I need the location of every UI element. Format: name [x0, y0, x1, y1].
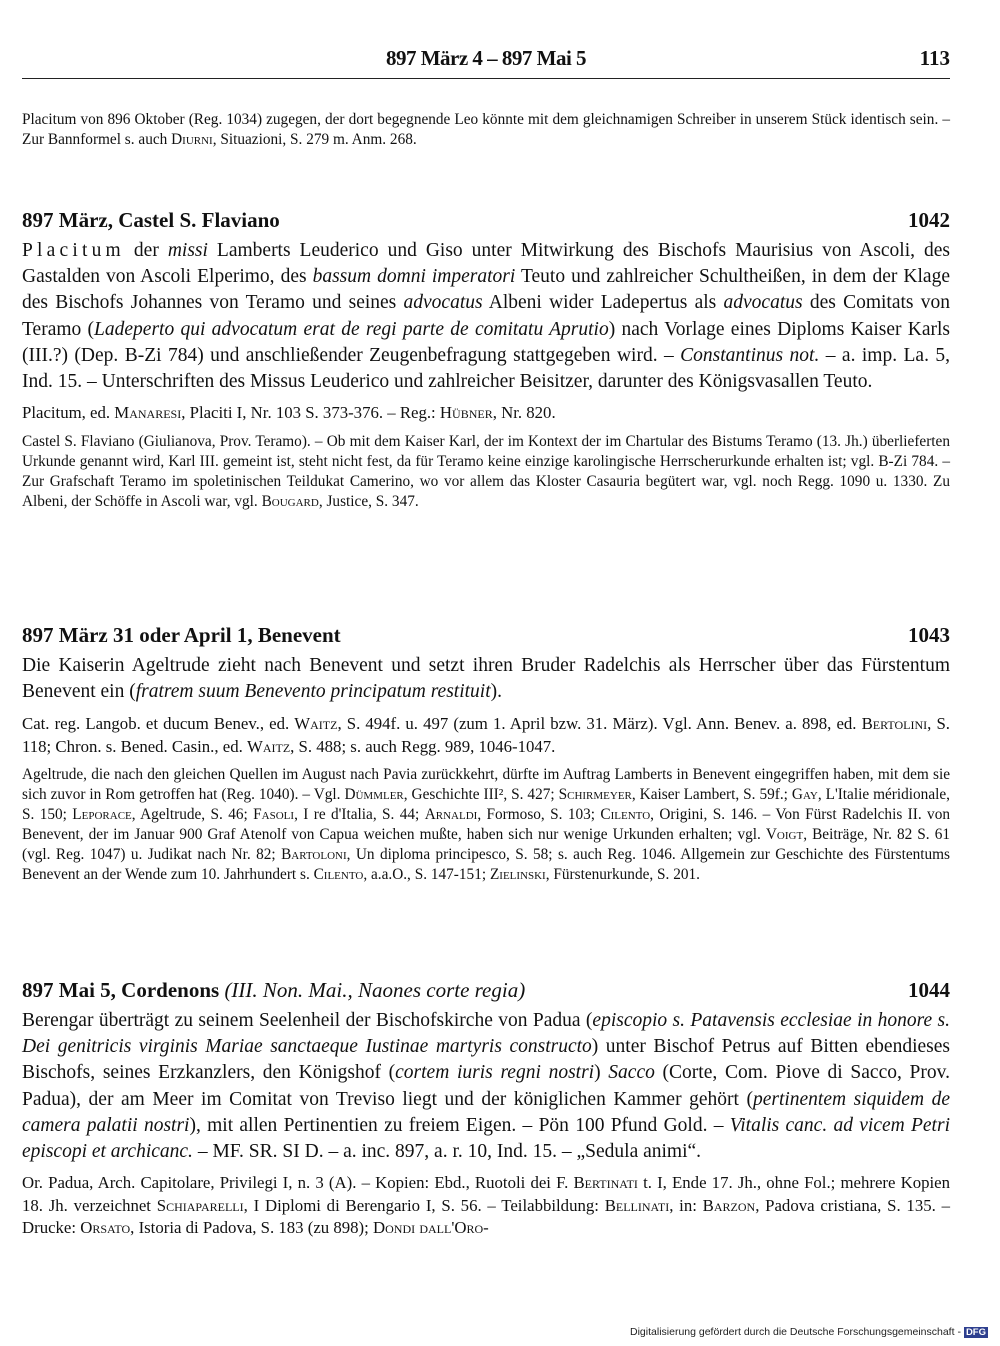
- continuation-note: [22, 110, 950, 150]
- dfg-logo: DFG: [965, 1327, 986, 1338]
- entry-number: 1043: [908, 623, 950, 647]
- header-rule: [22, 78, 950, 79]
- entry-heading: [22, 208, 950, 238]
- entry-regest: Berengar überträgt zu seinem Seelenheil der Bischofskirche von Padua (episcopio s. Patavensis ecclesiae in honore s. Dei genitricis virginis Mariae sanctaeque Iustinae martyris constructo) unter Bischof Petrus auf Bitten ebendieses Bischofs, seines Erzkanzlers, den Königshof (cortem iuris regni nostri) Sacco (Corte, Com. Piove di Sacco, Prov. Padua), der am Meer im Comitat von Treviso liegt und der königlichen Kammer gehört (pertinentem siquidem de camera palatii nostri), mit allen Pertinentien zu freiem Eigen. – Pön 100 Pfund Gold. – Vitalis canc. ad vicem Petri episcopi et archicanc. – MF. SR. SI D. – a. inc. 897, a. r. 10, Ind. 15. – „Sedula animi“.: [22, 1010, 950, 1163]
- entry-regest: Die Kaiserin Ageltrude zieht nach Benevent und setzt ihren Bruder Radelchis als Herrscher über das Fürstentum Benevent ein (fratrem suum Benevento principatum restituit).: [22, 655, 950, 703]
- entry-number: 1042: [908, 208, 950, 232]
- note-text: Placitum von 896 Oktober (Reg. 1034) zugegen, der dort begegnende Leo könnte mit dem gleichnamigen Schreiber in unserem Stück identisch sein. – Zur Bannformel s. auch Diurni, Situazioni, S. 279 m. Anm. 268.: [22, 111, 950, 148]
- entry-sources: Placitum, ed. Manaresi, Placiti I, Nr. 103 S. 373-376. – Reg.: Hübner, Nr. 820.: [22, 403, 556, 423]
- entry-1044: [22, 978, 950, 1240]
- entry-title: 897 März 31 oder April 1, Benevent: [22, 623, 341, 647]
- running-head-title: 897 März 4 – 897 Mai 5: [385, 46, 587, 70]
- entry-sources: Or. Padua, Arch. Capitolare, Privilegi I, n. 3 (A). – Kopien: Ebd., Ruotoli dei F. Bertinati t. I, Ende 17. Jh., ohne Fol.; mehrere Kopien 18. Jh. verzeichnet Schiaparelli, I Diplomi di Berengario I, S. 56. – Teilabbildung: Bellinati, in: Barzon, Padova cristiana, S. 135. – Drucke: Orsato, Istoria di Padova, S. 183 (zu 898); Dondi dall'Oro-: [22, 1173, 950, 1238]
- entry-heading: [22, 978, 950, 1008]
- entry-1043: [22, 623, 950, 885]
- running-head: [22, 42, 950, 74]
- entry-title: 897 Mai 5, Cordenons (III. Non. Mai., Naones corte regia): [22, 978, 526, 1002]
- entry-commentary: Castel S. Flaviano (Giulianova, Prov. Teramo). – Ob mit dem Kaiser Karl, der im Kontext der im Chartular des Bistums Teramo (13. Jh.) überlieferten Urkunde genannt wird, Karl III. gemeint ist, steht nicht fest, da für Teramo keine einzige karolingische Herrscherurkunde erhalten ist; vgl. B-Zi 784. – Zur Grafschaft Teramo im spoletinischen Teildukat Camerino, wo vor allem das Kloster Casauria begütert war, vgl. noch Regg. 1090 u. 1330. Zu Albeni, der Schöffe in Ascoli war, vgl. Bougard, Justice, S. 347.: [22, 432, 950, 510]
- digitization-footer: [630, 1326, 988, 1338]
- entry-title: 897 März, Castel S. Flaviano: [22, 208, 280, 232]
- entry-regest: Placitum der missi Lamberts Leuderico und Giso unter Mitwirkung des Bischofs Maurisius von Ascoli, des Gastalden von Ascoli Elperimo, des bassum domni imperatori Teuto und zahlreicher Schultheißen, in dem der Klage des Bischofs Johannes von Teramo und seines advocatus Albeni wider Ladepertus als advocatus des Comitats von Teramo (Ladeperto qui advocatum erat de regi parte de comitatu Aprutio) nach Vorlage eines Diploms Kaiser Karls (III.?) (Dep. B-Zi 784) und anschließender Zeugenbefragung stattgegeben wird. – Constantinus not. – a. imp. La. 5, Ind. 15. – Unterschriften des Missus Leuderico und zahlreicher Beisitzer, darunter des Königsvasallen Teuto.: [22, 240, 951, 393]
- entry-1042: [22, 208, 950, 512]
- entry-heading: [22, 623, 950, 653]
- entry-sources: Cat. reg. Langob. et ducum Benev., ed. Waitz, S. 494f. u. 497 (zum 1. April bzw. 31. März). Vgl. Ann. Benev. a. 898, ed. Bertolini, S. 118; Chron. s. Bened. Casin., ed. Waitz, S. 488; s. auch Regg. 989, 1046-1047.: [22, 714, 950, 756]
- entry-number: 1044: [908, 978, 950, 1002]
- page-number: 113: [919, 46, 950, 70]
- footer-text: Digitalisierung gefördert durch die Deutsche Forschungsgemeinschaft -: [630, 1326, 961, 1338]
- entry-commentary: Ageltrude, die nach den gleichen Quellen im August nach Pavia zurückkehrt, dürfte im Auftrag Lamberts in Benevent eingegriffen haben, mit dem sie sich zuvor in Rom getroffen hat (Reg. 1040). – Vgl. Dümmler, Geschichte III², S. 427; Schirmeyer, Kaiser Lambert, S. 59f.; Gay, L'Italie méridionale, S. 150; Leporace, Ageltrude, S. 46; Fasoli, I re d'Italia, S. 44; Arnaldi, Formoso, S. 103; Cilento, Origini, S. 146. – Von Fürst Radelchis II. von Benevent, der im Januar 900 Graf Atenolf von Capua weichen mußte, haben sich nur wenige Urkunden erhalten; vgl. Voigt, Beiträge, Nr. 82 S. 61 (vgl. Reg. 1047) u. Judikat nach Nr. 82; Bartoloni, Un diploma principesco, S. 58; s. auch Reg. 1046. Allgemein zur Geschichte des Fürstentums Benevent an der Wende zum 10. Jahrhundert s. Cilento, a.a.O., S. 147-151; Zielinski, Fürstenurkunde, S. 201.: [22, 766, 951, 884]
